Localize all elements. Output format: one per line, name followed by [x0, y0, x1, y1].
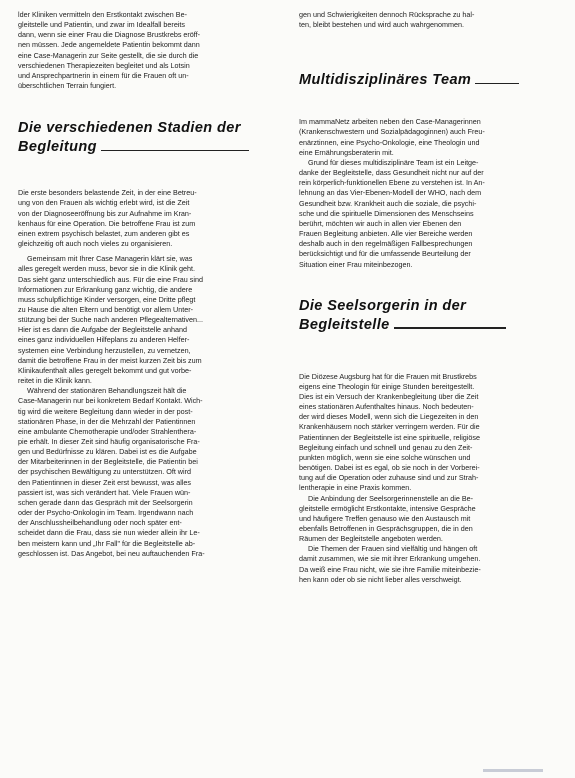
text-line: der wird dieses Modell, wenn sich die Liegezeiten in den	[299, 412, 479, 422]
text-line: hen kann oder ob sie nicht lieber alles verschweigt.	[299, 574, 462, 584]
text-line: lehnung an das Vier-Ebenen-Modell der WHO, nach dem	[299, 188, 482, 198]
text-line: zu Hause die alten Eltern und benötigt vor allem Unter-	[18, 304, 193, 314]
text-line: muss schulpflichtige Kinder versorgen, eine Dritte pflegt	[18, 294, 196, 304]
text-line: Informationen zur Erkrankung ganz wichtig, die andere	[18, 284, 193, 294]
heading-rule	[475, 83, 519, 84]
right-column	[299, 0, 543, 585]
text-line: ung von den Frauen als wichtig erlebt wird, ist die Zeit	[18, 198, 190, 208]
text-line: eine Ernährungsberaterin mit.	[299, 147, 394, 157]
text-line: nen müssen. Jede angemeldete Patientin bekommt dann	[18, 40, 200, 50]
text-line: dann, wenn sie einer Frau die Diagnose Brustkrebs eröff-	[18, 30, 201, 40]
text-line: Das sieht ganz unterschiedlich aus. Für die eine Frau sind	[18, 274, 203, 284]
text-line: berührt, möchten wir auch in allen vier Ebenen den	[299, 218, 462, 228]
text-line: scheidet dann die Frau, dass sie nun wieder allein ihr Le-	[18, 528, 200, 538]
text-line: enärztinnen, eine Psycho-Onkologie, eine Theologin und	[299, 137, 480, 147]
seelsorge-paragraph	[299, 372, 543, 494]
text-line: rein körperlich-funktionellen Ebene zu verstehen ist. In An-	[299, 178, 485, 188]
text-line: stützung bei der Suche nach anderen Pflegealternativen...	[18, 315, 204, 325]
themen-paragraph	[299, 544, 543, 585]
text-line: danke der Begleitstelle, dass Gesundheit nicht nur auf der	[299, 168, 484, 178]
heading-team-line-1: Multidisziplinäres Team	[299, 71, 543, 90]
text-line: ebenfalls Betroffenen in Gesprächsgruppen, die in den	[299, 524, 473, 533]
text-line: kenhaus für eine Operation. Die betroffene Frau ist zum	[18, 218, 196, 228]
gemeinsam-paragraph	[18, 254, 272, 386]
text-line: gen und Schwierigkeiten dennoch Rücksprache zu hal-	[299, 10, 475, 19]
text-line: berücksichtigt und für die umfassende Beurteilung der	[299, 249, 471, 259]
text-line: systemen eine Verbindung herzustellen, zu vernetzen,	[18, 345, 191, 355]
text-line: der Mitarbeiterinnen in der Begleitstelle, die Patientin bei	[18, 457, 198, 467]
text-line: Klinikaufenthalt alles geregelt bekommt und gut vorbe-	[18, 365, 192, 375]
text-line: ten, bleibt bestehen und wird auch wahrgenommen.	[299, 20, 465, 30]
text-line: Gesundheit bzw. Krankheit auch die soziale, die psychi-	[299, 198, 477, 208]
text-line: der psychischen Bewältigung zu unterstützen. Oft wird	[18, 467, 191, 477]
text-line: den Patientinnen in dieser Zeit erst bewusst, was alles	[18, 477, 191, 487]
text-line: eine ambulante Chemotherapie und/oder Strahlenthera-	[18, 426, 197, 436]
heading-rule	[394, 327, 506, 328]
text-line: Da weiß eine Frau nicht, wie sie ihre Familie miteinbezie-	[299, 564, 481, 574]
left-column	[18, 0, 272, 559]
text-line: Die Diözese Augsburg hat für die Frauen mit Brustkrebs	[299, 371, 477, 381]
text-line: gleitstelle ermöglicht Erstkontakte, intensive Gespräche	[299, 503, 476, 513]
text-line: eines ganz individuellen Hilfeplans zu anderen Helfer-	[18, 335, 190, 345]
text-line: Case-Managerin nur bei konkretem Bedarf Kontakt. Wich-	[18, 396, 203, 406]
text-line: und häufigere Treffen genauso wie den Austausch mit	[299, 513, 471, 523]
text-line: ben meistern kann und „Ihr Fall" für die Begleitstelle ab-	[18, 538, 196, 548]
text-line: oder der Psycho-Onkologin im Team. Irgendwann nach	[18, 508, 194, 518]
intro-paragraph	[18, 10, 272, 91]
stadien-paragraph	[18, 188, 272, 249]
team-paragraph	[299, 117, 543, 158]
text-line: punkten möglich, wenn sie eine solche wünschen und	[299, 452, 471, 462]
text-line: sche und die spirituelle Dimensionen des Menschseins	[299, 208, 474, 218]
text-line: Gemeinsam mit Ihrer Case Managerin klärt sie, was	[27, 254, 193, 264]
text-line: stationären Phase, in der die Mehrzahl der Patientinnen	[18, 416, 196, 426]
text-line: der Anschlussheilbehandlung oder noch später ent-	[18, 518, 182, 528]
text-line: Begleitung einfach und schnell und genau zu den Zeit-	[299, 442, 473, 452]
text-line: lder Kliniken vermitteln den Erstkontakt zwischen Be-	[18, 10, 187, 19]
text-line: von der Diagnoseeröffnung bis zur Aufnahme im Kran-	[18, 208, 192, 218]
text-line: Grund für dieses multidisziplinäre Team ist ein Leitge-	[308, 157, 479, 167]
top-paragraph	[299, 10, 543, 30]
text-line: Dies ist ein Versuch der Krankenbegleitung über die Zeit	[299, 391, 479, 401]
text-line: eigens eine Theologin für einige Stunden bereitgestellt.	[299, 381, 475, 391]
grund-paragraph	[299, 158, 543, 270]
text-line: reitet in die Klinik kann.	[18, 376, 92, 386]
text-line: eines stationären Aufenthaltes hinaus. Noch bedeuten-	[299, 402, 474, 412]
heading-stadien-line-2: Begleitung	[18, 138, 272, 157]
text-line: geschlossen ist. Das Angebot, bei neu auftauchenden Fra-	[18, 548, 205, 558]
text-line: Im mammaNetz arbeiten neben den Case-Managerinnen	[299, 117, 481, 127]
text-line: schen gerade dann das Gespräch mit der Seelsorgerin	[18, 497, 193, 507]
text-line: alles geregelt werden muss, bevor sie in die Klinik geht.	[18, 264, 195, 274]
text-line: Die erste besonders belastende Zeit, in der eine Betreu-	[18, 188, 197, 198]
heading-stadien-line-1: Die verschiedenen Stadien der	[18, 120, 241, 137]
heading-seelsorgerin-line-2: Begleitstelle	[299, 316, 543, 335]
text-line: Die Anbindung der Seelsorgerinnenstelle an die Be-	[308, 493, 474, 503]
anbindung-paragraph	[299, 494, 543, 545]
text-line: tig wird die weitere Begleitung dann wieder in der post-	[18, 406, 193, 416]
text-line: Patientinnen der Begleitstelle ist eine spirituelle, religiöse	[299, 432, 480, 442]
text-line: gen und Bedürfnisse zu klären. Dabei ist es die Aufgabe	[18, 447, 197, 457]
text-line: überschtlichen Terrain fungiert.	[18, 81, 117, 91]
page-edge-mark	[483, 769, 543, 772]
heading-seelsorgerin	[299, 297, 543, 335]
heading-team	[299, 71, 543, 90]
text-line: verschiedenen Therapiezeiten begleitet und als Lotsin	[18, 60, 190, 70]
waehrend-paragraph	[18, 386, 272, 559]
text-line: pie erhält. In dieser Zeit sind häufig organisatorische Fra-	[18, 437, 200, 446]
text-line: Situation einer Frau miteinbezogen.	[299, 259, 413, 269]
text-line: lentherapie in eine Praxis kommen.	[299, 483, 412, 493]
text-line: gleichzeitig oft auch noch vieles zu organisieren.	[18, 239, 173, 249]
text-line: und Ansprechpartnerin in einem für die Frauen oft un-	[18, 70, 189, 80]
text-line: tung auf die Operation oder zuhause sind und zur Strah-	[299, 473, 479, 483]
text-line: (Krankenschwestern und Sozialpädagoginnen) auch Freu-	[299, 127, 485, 137]
text-line: Krankenhäusern noch stärker verringern werden. Für die	[299, 422, 480, 432]
text-line: Frauen Begleitung anbieten. Alle vier Bereiche werden	[299, 229, 473, 239]
heading-stadien	[18, 119, 272, 157]
heading-seelsorgerin-line-1: Die Seelsorgerin in der	[299, 297, 467, 314]
text-line: gleitstelle und Patientin, und zwar im Idealfall bereits	[18, 20, 186, 30]
text-line: benötigen. Dabei ist es egal, ob sie noch in der Vorberei-	[299, 463, 480, 473]
text-line: Hier ist es dann die Aufgabe der Begleitstelle anhand	[18, 325, 188, 335]
text-line: damit die betroffene Frau in der meist kurzen Zeit bis zum	[18, 355, 202, 365]
text-line: deshalb auch in den regelmäßigen Fallbesprechungen	[299, 239, 473, 249]
text-line: eine Case-Managerin zur Seite gestellt, die sie durch die	[18, 50, 199, 60]
text-line: passiert ist, was sich verändert hat. Viele Frauen wün-	[18, 487, 191, 497]
heading-rule	[101, 150, 249, 151]
text-line: Räumen der Begleitstelle angeboten werden.	[299, 534, 443, 544]
text-line: Während der stationären Behandlungszeit hält die	[27, 386, 187, 396]
text-line: Die Themen der Frauen sind vielfältig und hängen oft	[308, 544, 478, 554]
text-line: damit zusammen, wie sie mit ihrer Erkrankung umgehen.	[299, 554, 481, 564]
text-line: einen extrem psychisch belastet, zum anderen gibt es	[18, 228, 190, 238]
